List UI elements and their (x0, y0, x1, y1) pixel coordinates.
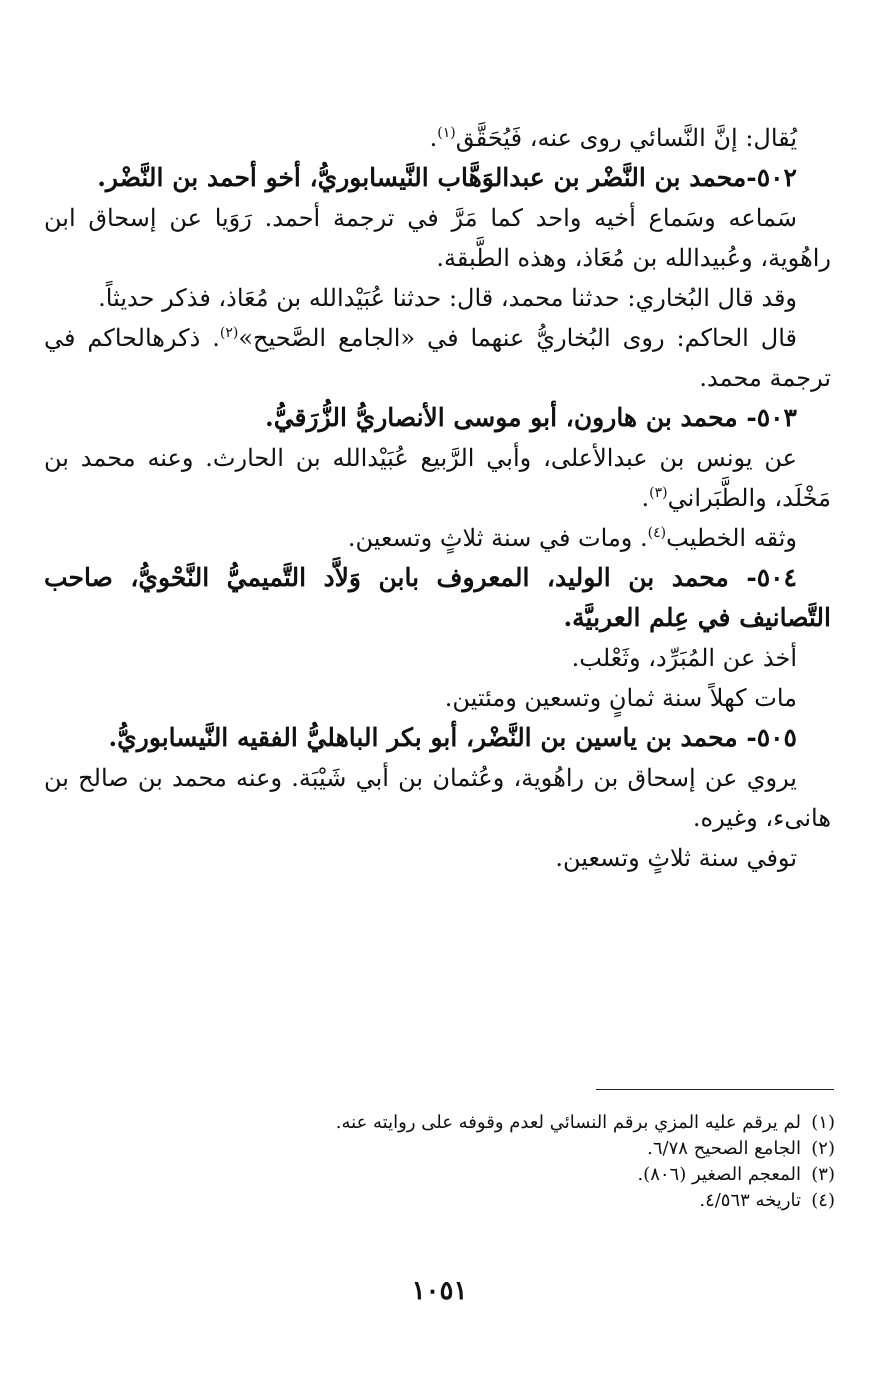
paragraph-text: قال الحاكم: روى البُخاريُّ عنهما في «الجامع الصَّحيح» (238, 324, 798, 352)
footnote-number: (٤) (811, 1190, 835, 1211)
paragraph-503-b (44, 518, 831, 558)
footnote-3 (60, 1162, 835, 1188)
entry-title: ٥٠٥- محمد بن ياسين بن النَّضْر، أبو بكر الباهليُّ الفقيه النَّيسابوريُّ. (108, 723, 797, 752)
main-text (44, 118, 831, 878)
entry-heading-504 (44, 558, 831, 638)
paragraph-intro (44, 118, 831, 158)
entry-heading-505 (44, 718, 831, 758)
footnote-text: لم يرقم عليه المزي برقم النسائي لعدم وقوفه على روايته عنه. (335, 1112, 801, 1133)
paragraph-tail: . ذكرهالحاكم في ترجمة محمد. (44, 324, 831, 392)
paragraph-text: توفي سنة ثلاثٍ وتسعين. (555, 844, 797, 872)
footnote-text: الجامع الصحيح ٦/٧٨. (647, 1138, 801, 1159)
footnote-divider (596, 1089, 834, 1090)
footnote-2 (60, 1136, 835, 1162)
footnote-ref: (٢) (219, 325, 239, 341)
paragraph-text: سَماعه وسَماع أخيه واحد كما مَرَّ في ترجمة أحمد. رَوَيا عن إسحاق ابن راهُوية، وعُبيدالله بن مُعَاذ، وهذه الطَّبقة. (44, 204, 831, 272)
footnote-1 (60, 1110, 835, 1136)
paragraph-text: وقد قال البُخاري: حدثنا محمد، قال: حدثنا عُبَيْدالله بن مُعَاذ، فذكر حديثاً. (98, 284, 797, 312)
paragraph-505-a (44, 758, 831, 838)
paragraph-502-b (44, 278, 831, 318)
paragraph-tail: . (429, 124, 438, 152)
paragraph-504-a (44, 638, 831, 678)
entry-title: ٥٠٢-محمد بن النَّضْر بن عبدالوَهَّاب النَّيسابوريُّ، أخو أحمد بن النَّضْر. (97, 163, 797, 192)
footnote-number: (١) (811, 1112, 835, 1133)
paragraph-503-a (44, 438, 831, 518)
footnote-text: تاريخه ٤/٥٦٣. (699, 1190, 801, 1211)
entry-title: ٥٠٣- محمد بن هارون، أبو موسى الأنصاريُّ الزُّرَقيُّ. (265, 403, 797, 432)
page-number: ١٠٥١ (411, 1276, 468, 1306)
footnote-number: (٣) (811, 1164, 835, 1185)
paragraph-text: يُقال: إنَّ النَّسائي روى عنه، فَيُحَقَّق (455, 124, 797, 152)
footnote-ref: (٣) (649, 485, 668, 501)
paragraph-505-b (44, 838, 831, 878)
paragraph-text: أخذ عن المُبَرِّد، وثَعْلب. (571, 644, 797, 672)
paragraph-tail: . (641, 484, 650, 512)
paragraph-text: وثقه الخطيب (666, 524, 797, 552)
paragraph-text: عن يونس بن عبدالأعلى، وأبي الرَّبيع عُبَيْدالله بن الحارث. وعنه محمد بن مَخْلَد، والطَّبَراني (44, 444, 831, 512)
paragraph-502-a (44, 198, 831, 278)
paragraph-text: يروي عن إسحاق بن راهُوية، وعُثمان بن أبي شَيْبَة. وعنه محمد بن صالح بن هانىء، وغيره. (44, 764, 831, 832)
paragraph-text: مات كهلاً سنة ثمانٍ وتسعين ومئتين. (444, 684, 797, 712)
footnote-ref: (٤) (647, 525, 667, 541)
paragraph-502-c (44, 318, 831, 398)
footnote-text: المعجم الصغير (٨٠٦). (637, 1164, 801, 1185)
footnotes (60, 1110, 835, 1214)
entry-heading-503 (44, 398, 831, 438)
footnote-4 (60, 1188, 835, 1214)
footnote-number: (٢) (811, 1138, 835, 1159)
entry-heading-502 (44, 158, 831, 198)
footnote-ref: (١) (437, 125, 456, 141)
paragraph-504-b (44, 678, 831, 718)
paragraph-tail: . ومات في سنة ثلاثٍ وتسعين. (347, 524, 648, 552)
entry-title: ٥٠٤- محمد بن الوليد، المعروف بابن وَلاَّد التَّميميُّ النَّحْويُّ، صاحب التَّصانيف في عِلم العربيَّة. (44, 563, 831, 632)
